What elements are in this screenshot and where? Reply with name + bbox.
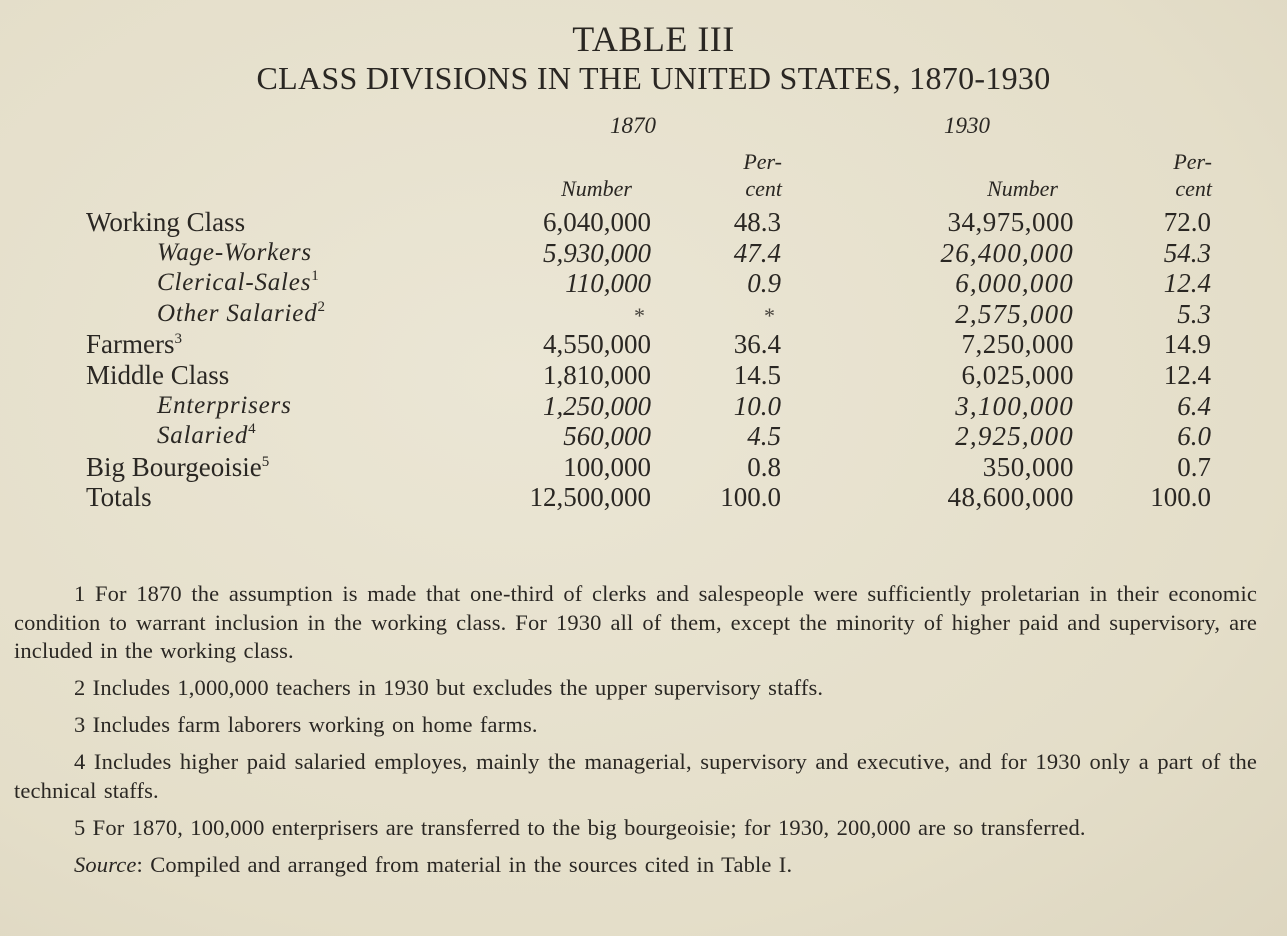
percent-header-line2: cent xyxy=(745,176,782,201)
cell-number-1930: 350,000 xyxy=(982,451,1074,482)
footnote-ref: 3 xyxy=(174,331,182,348)
footnote-3: 3 Includes farm laborers working on home farms. xyxy=(74,712,538,737)
cell-percent-1870: 47.4 xyxy=(733,237,781,268)
cell-number-1870: 5,930,000 xyxy=(543,237,651,268)
column-header-percent-1870 xyxy=(700,148,782,202)
row-label-text: Big Bourgeoisie xyxy=(86,451,262,482)
table-title: TABLE III xyxy=(572,19,735,59)
row-label xyxy=(157,391,292,421)
cell-percent-1930: 6.4 xyxy=(1177,390,1211,421)
source-label: Source xyxy=(74,851,137,877)
cell-percent-1870: 10.0 xyxy=(733,390,781,421)
table-row-clerical-sales xyxy=(0,268,1287,299)
row-label-text: Wage-Workers xyxy=(157,238,312,266)
table-row-totals xyxy=(0,482,1287,513)
cell-number-1870: 12,500,000 xyxy=(529,482,651,513)
table-row-farmers xyxy=(0,329,1287,360)
cell-percent-1930: 12.4 xyxy=(1163,268,1211,299)
table-row-other-salaried xyxy=(0,299,1287,330)
not-applicable-asterisk: * xyxy=(764,302,775,328)
row-label xyxy=(157,299,326,329)
cell-percent-1930: 6.0 xyxy=(1177,421,1211,452)
cell-percent-1930: 54.3 xyxy=(1163,237,1211,268)
cell-percent-1930: 14.9 xyxy=(1163,329,1211,360)
row-label xyxy=(86,482,152,512)
cell-percent-1870: 100.0 xyxy=(720,482,781,513)
cell-percent-1870: 36.4 xyxy=(733,329,781,360)
column-header-number-1930: Number xyxy=(987,176,1058,201)
cell-percent-1930: 0.7 xyxy=(1177,451,1211,482)
year-header-1870: 1870 xyxy=(610,113,656,138)
cell-number-1930: 26,400,000 xyxy=(940,237,1074,268)
column-header-number-1870: Number xyxy=(561,176,632,201)
cell-percent-1870: 14.5 xyxy=(733,359,781,390)
footnote-5: 5 For 1870, 100,000 enterprisers are transferred to the big bourgeoisie; for 1930, 200,000 are so transferred. xyxy=(74,814,1086,840)
row-label xyxy=(86,207,245,237)
cell-percent-1930: 12.4 xyxy=(1163,359,1211,390)
row-label xyxy=(157,238,312,268)
percent-header-line1: Per- xyxy=(743,149,782,174)
cell-number-1930: 6,025,000 xyxy=(961,359,1074,390)
footnote-ref: 1 xyxy=(311,268,320,285)
source-note xyxy=(0,851,1287,880)
row-label-text: Totals xyxy=(86,482,152,513)
row-label-text: Middle Class xyxy=(86,359,230,390)
cell-number-1930: 7,250,000 xyxy=(961,329,1074,360)
cell-number-1930: 2,575,000 xyxy=(955,298,1074,329)
cell-number-1930: 3,100,000 xyxy=(955,390,1074,421)
table-row-big-bourgeoisie xyxy=(0,452,1287,483)
cell-number-1870: 6,040,000 xyxy=(543,207,651,237)
table-subtitle: CLASS DIVISIONS IN THE UNITED STATES, 1870-1930 xyxy=(256,60,1051,96)
cell-percent-1870: 0.9 xyxy=(747,268,781,299)
table-row-wage-workers xyxy=(0,238,1287,269)
cell-number-1870: 560,000 xyxy=(563,421,651,452)
table-row-working-class xyxy=(0,207,1287,238)
cell-number-1870: 100,000 xyxy=(563,451,651,482)
row-label xyxy=(86,452,269,482)
row-label xyxy=(86,360,229,390)
row-label-text: Farmers xyxy=(86,329,175,360)
cell-number-1930: 34,975,000 xyxy=(947,207,1074,237)
year-header-1930: 1930 xyxy=(944,113,990,138)
table-row-salaried xyxy=(0,421,1287,452)
footnotes xyxy=(0,580,1287,888)
row-label-text: Clerical-Sales xyxy=(157,269,312,297)
cell-number-1930: 2,925,000 xyxy=(955,421,1074,452)
row-label xyxy=(86,329,182,359)
footnote-4: 4 Includes higher paid salaried employes, mainly the managerial, supervisory and executive, and for 1930 only a part of the technical staffs. xyxy=(14,749,1257,803)
cell-number-1870: 110,000 xyxy=(565,268,651,299)
cell-percent-1870: 48.3 xyxy=(733,207,781,237)
cell-number-1930: 48,600,000 xyxy=(947,482,1074,513)
row-label-text: Other Salaried xyxy=(157,299,318,327)
cell-number-1870: 1,810,000 xyxy=(543,359,651,390)
cell-percent-1930: 100.0 xyxy=(1150,482,1211,513)
footnote-ref: 2 xyxy=(317,298,326,315)
cell-percent-1870: 0.8 xyxy=(747,451,781,482)
cell-percent-1870: 4.5 xyxy=(747,421,781,452)
table-row-middle-class xyxy=(0,360,1287,391)
table-row-enterprisers xyxy=(0,391,1287,422)
footnote-2: 2 Includes 1,000,000 teachers in 1930 but excludes the upper supervisory staffs. xyxy=(74,675,824,700)
cell-number-1870: 1,250,000 xyxy=(543,390,651,421)
footnote-1: 1 For 1870 the assumption is made that one-third of clerks and salespeople were sufficiently proletarian in their economic condition to warrant inclusion in the working class. For 1930 all of them, except the minority of higher paid and supervisory, are included in the working class. xyxy=(14,581,1257,663)
footnote-ref: 4 xyxy=(248,421,257,438)
cell-percent-1930: 72.0 xyxy=(1163,207,1211,237)
row-label xyxy=(157,268,320,298)
cell-number-1870: 4,550,000 xyxy=(543,329,651,360)
not-applicable-asterisk: * xyxy=(634,302,645,328)
row-label-text: Enterprisers xyxy=(157,391,292,419)
cell-number-1930: 6,000,000 xyxy=(955,268,1074,299)
percent-header-line1: Per- xyxy=(1173,149,1212,174)
row-label-text: Working Class xyxy=(86,207,246,237)
table-body xyxy=(0,207,1287,513)
column-header-percent-1930 xyxy=(1130,148,1212,202)
cell-percent-1870 xyxy=(680,299,781,331)
cell-number-1870 xyxy=(430,299,651,331)
row-label xyxy=(157,421,256,451)
footnote-ref: 5 xyxy=(261,453,270,470)
percent-header-line2: cent xyxy=(1175,176,1212,201)
source-text: : Compiled and arranged from material in the sources cited in Table I. xyxy=(136,851,793,877)
cell-percent-1930: 5.3 xyxy=(1177,298,1211,329)
row-label-text: Salaried xyxy=(157,422,249,450)
